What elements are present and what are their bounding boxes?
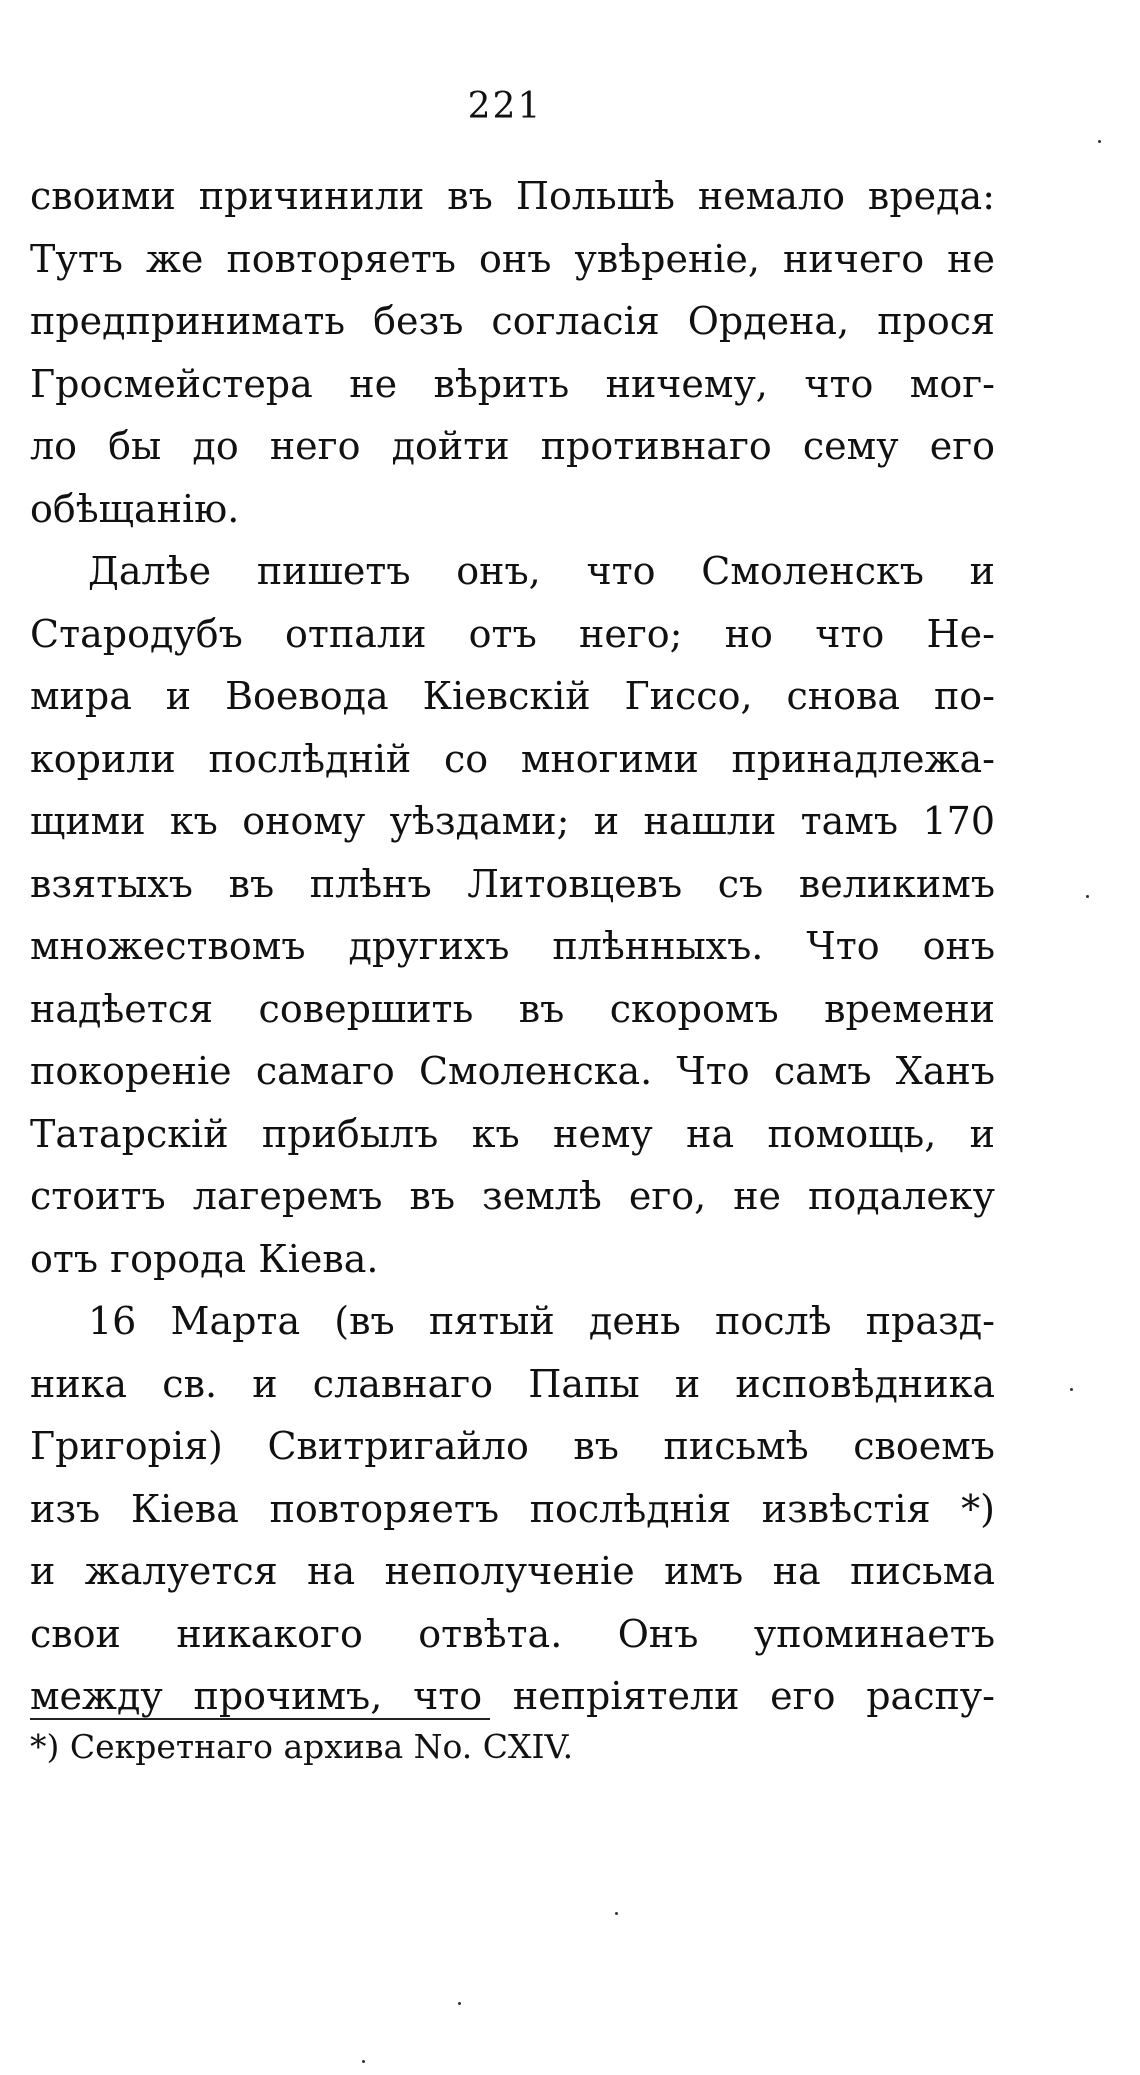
body-text: [30, 165, 995, 1728]
text-line: своими причинили въ Польшѣ немало вреда:: [30, 174, 995, 218]
text-line: 16 Марта (въ пятый день послѣ празд-: [88, 1299, 995, 1343]
text-line: и жалуется на неполученіе имъ на письма: [30, 1549, 995, 1593]
print-speck: [1098, 140, 1101, 143]
text-line: щими къ оному уѣздами; и нашли тамъ 170: [30, 799, 995, 843]
page-number: 221: [467, 86, 543, 127]
text-line: свои никакого отвѣта. Онъ упоминаетъ: [30, 1611, 995, 1656]
print-speck: [458, 2002, 461, 2005]
text-line: надѣется совершить въ скоромъ времени: [30, 986, 995, 1031]
text-line: множествомъ другихъ плѣнныхъ. Что онъ: [30, 924, 995, 968]
text-line: ло бы до него дойти противнаго сему его: [30, 424, 995, 468]
footnote: *) Секретнаго архива No. CXIV.: [30, 1727, 574, 1766]
print-speck: [1070, 1388, 1073, 1391]
text-line: корили послѣдній со многими принадлежа-: [30, 736, 995, 781]
text-line: обѣщанію.: [30, 486, 240, 531]
text-line: изъ Кіева повторяетъ послѣднія извѣстія *): [30, 1486, 995, 1531]
text-line: Тутъ же повторяетъ онъ увѣреніе, ничего не: [30, 236, 995, 281]
text-line: взятыхъ въ плѣнъ Литовцевъ съ великимъ: [30, 861, 995, 906]
print-speck: [615, 1912, 618, 1915]
text-line: Татарскій прибылъ къ нему на помощь, и: [30, 1111, 995, 1156]
text-line: Далѣе пишетъ онъ, что Смоленскъ и: [88, 549, 995, 593]
footnote-divider: [30, 1718, 490, 1720]
text-line: стоитъ лагеремъ въ землѣ его, не подалеку: [30, 1174, 995, 1218]
text-line: покореніе самаго Смоленска. Что самъ Ханъ: [30, 1049, 995, 1093]
print-speck: [1086, 895, 1089, 898]
paragraph-3: [30, 1290, 995, 1728]
text-line: Григорія) Свитригайло въ письмѣ своемъ: [30, 1424, 995, 1468]
text-line: мира и Воевода Кіевскій Гиссо, снова по-: [30, 674, 995, 718]
text-line: ника св. и славнаго Папы и исповѣдника: [30, 1361, 995, 1406]
print-speck: [362, 2060, 365, 2063]
text-line: Стародубъ отпали отъ него; но что Не-: [30, 611, 995, 656]
paragraph-2: [30, 540, 995, 1290]
text-line: предпринимать безъ согласія Ордена, прося: [30, 299, 995, 343]
paragraph-1: [30, 165, 995, 540]
text-line: отъ города Кіева.: [30, 1236, 379, 1281]
text-line: Гросмейстера не вѣрить ничему, что мог-: [30, 361, 995, 406]
text-line: между прочимъ, что непріятели его распу-: [30, 1674, 995, 1718]
